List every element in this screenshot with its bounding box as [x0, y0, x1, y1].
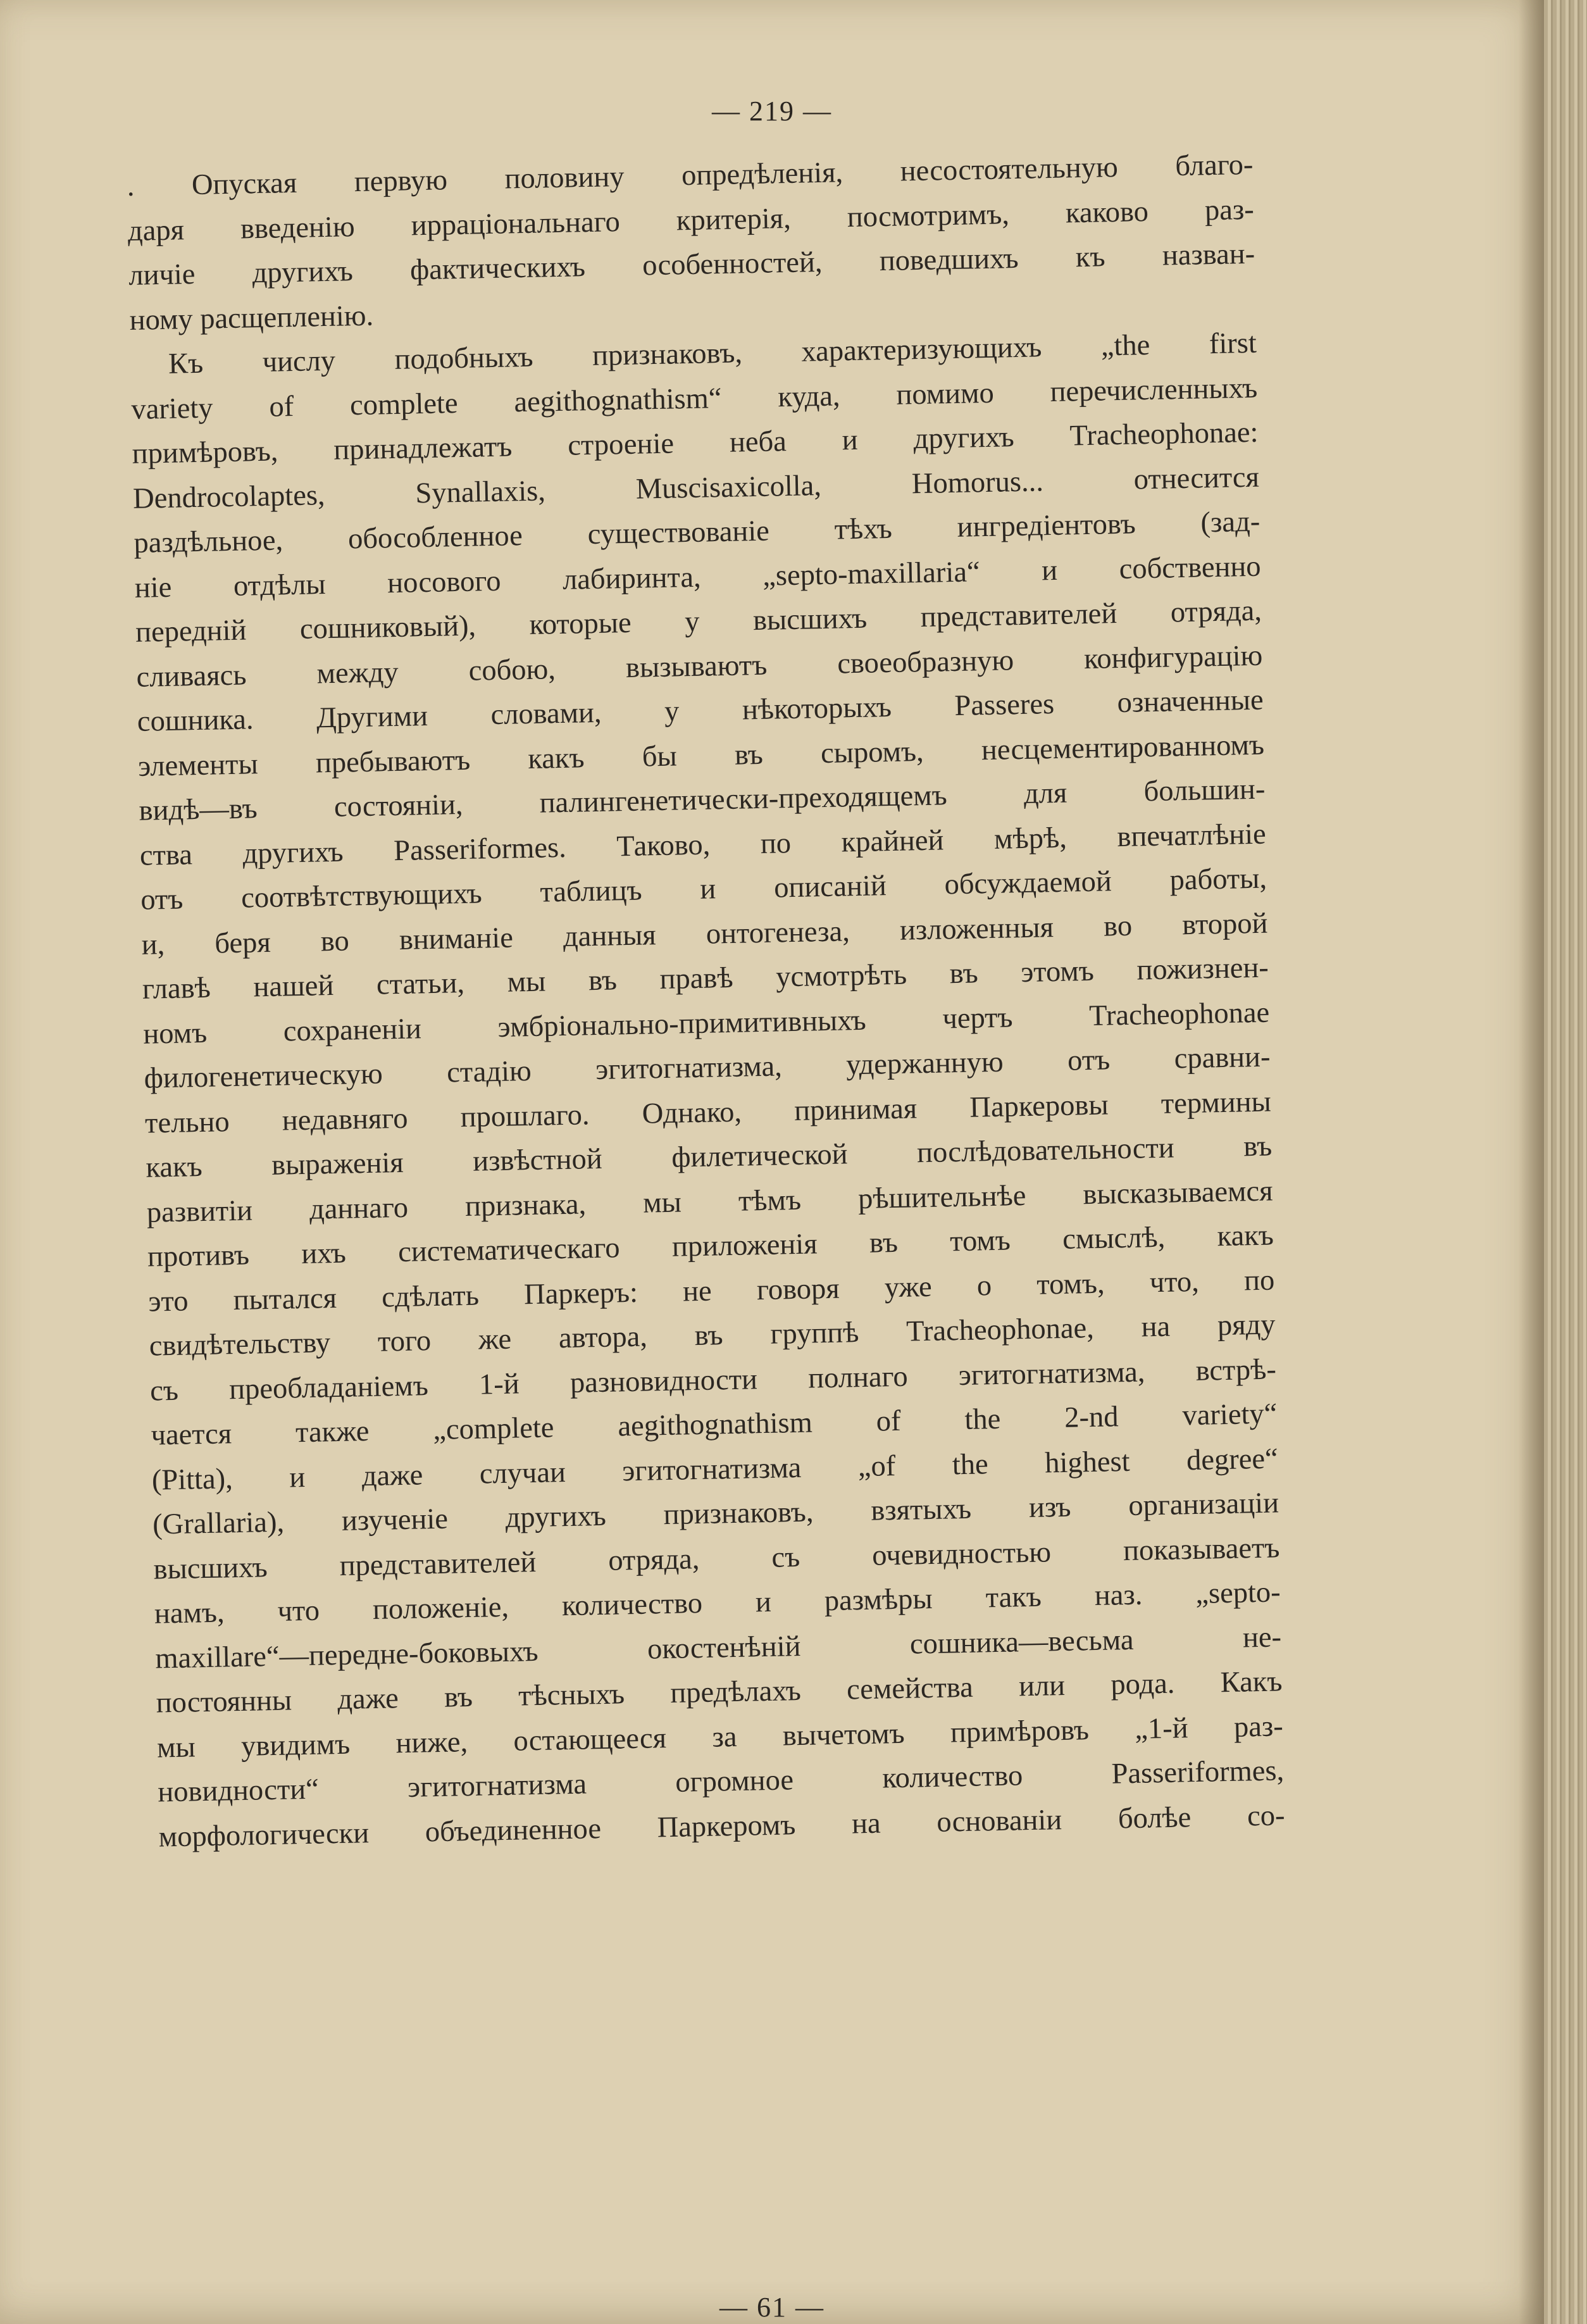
- text-line: сливаясь между собою, вызываютъ своеобразную конфигурацію: [136, 639, 1263, 694]
- text-line: Dendrocolaptes, Synallaxis, Muscisaxicolla, Homorus... отнесится: [132, 461, 1260, 515]
- text-line: намъ, что положеніе, количество и размѣры такъ наз. „septo-: [154, 1576, 1281, 1630]
- text-line: передній сошниковый), которые у высшихъ представителей отряда,: [135, 594, 1262, 649]
- text-line: свидѣтельству того же автора, въ группѣ Tracheophonae, на ряду: [149, 1308, 1276, 1363]
- text-line: развитіи даннаго признака, мы тѣмъ рѣшительнѣе высказываемся: [146, 1175, 1273, 1229]
- text-line: высшихъ представителей отряда, съ очевидностью показываетъ: [153, 1531, 1280, 1586]
- text-line: элементы пребываютъ какъ бы въ сыромъ, несцементированномъ: [137, 728, 1265, 783]
- text-line: примѣровъ, принадлежатъ строеніе неба и другихъ Tracheophonae:: [132, 416, 1259, 470]
- text-line: . Опуская первую половину опредѣленія, несостоятельную благо-: [127, 148, 1254, 203]
- text-line: даря введенію ирраціональнаго критерія, посмотримъ, каково раз-: [127, 193, 1255, 247]
- text-line: тельно недавняго прошлаго. Однако, принимая Паркеровы термины: [144, 1085, 1272, 1140]
- body-text: [127, 143, 1285, 1860]
- text-line: сошника. Другими словами, у нѣкоторыхъ Passeres означенные: [137, 684, 1264, 738]
- text-line: чается также „complete aegithognathism of the 2-nd variety“: [151, 1397, 1278, 1452]
- page-header-number: — 219 —: [712, 96, 832, 127]
- text-line: это пытался сдѣлать Паркеръ: не говоря уже о томъ, что, по: [148, 1264, 1275, 1318]
- text-line: личіе другихъ фактическихъ особенностей, поведшихъ къ назван-: [128, 237, 1255, 292]
- text-line: главѣ нашей статьи, мы въ правѣ усмотрѣть въ этомъ пожизнен-: [142, 951, 1269, 1006]
- text-line: номъ сохраненіи эмбріонально-примитивныхъ чертъ Tracheophonae: [142, 996, 1270, 1051]
- text-line: отъ соотвѣтствующихъ таблицъ и описаній обсуждаемой работы,: [140, 862, 1267, 916]
- page-edge-shadow: [1519, 0, 1544, 2324]
- text-line: ному расщепленію.: [129, 299, 374, 337]
- text-line: ства другихъ Passeriformes. Таково, по крайней мѣрѣ, впечатлѣніе: [139, 818, 1267, 872]
- text-line: противъ ихъ систематическаго приложенія въ томъ смыслѣ, какъ: [147, 1219, 1274, 1273]
- page-footer-number: — 61 —: [719, 2292, 825, 2323]
- text-line: какъ выраженія извѣстной филетической послѣдовательности въ: [145, 1130, 1273, 1184]
- text-line: ніе отдѣлы носового лабиринта, „septo-maxillaria“ и собственно: [134, 550, 1262, 604]
- text-line: съ преобладаніемъ 1-й разновидности полнаго эгитогнатизма, встрѣ-: [149, 1353, 1277, 1408]
- text-line: морфологически объединенное Паркеромъ на основаніи болѣе со-: [158, 1799, 1285, 1854]
- text-line: и, беря во вниманіе данныя онтогенеза, изложенныя во второй: [141, 907, 1268, 961]
- text-line: (Pitta), и даже случаи эгитогнатизма „of the highest degree“: [151, 1442, 1279, 1497]
- text-line: (Grallaria), изученіе другихъ признаковъ, взятыхъ изъ организаціи: [152, 1487, 1279, 1541]
- text-line: новидности“ эгитогнатизма огромное количество Passeriformes,: [157, 1754, 1285, 1809]
- text-line: мы увидимъ ниже, остающееся за вычетомъ примѣровъ „1-й раз-: [156, 1709, 1284, 1765]
- text-line: филогенетическую стадію эгитогнатизма, удержанную отъ сравни-: [144, 1040, 1271, 1095]
- text-line: раздѣльное, обособленное существованіе тѣхъ ингредіентовъ (зад-: [134, 505, 1260, 559]
- stacked-page-edges: [1544, 0, 1587, 2324]
- text-line: Къ числу подобныхъ признаковъ, характеризующихъ „the first: [168, 327, 1257, 380]
- text-line: постоянны даже въ тѣсныхъ предѣлахъ семейства или рода. Какъ: [156, 1665, 1283, 1720]
- text-line: maxillare“—передне-боковыхъ окостенѣній сошника—весьма не-: [154, 1620, 1282, 1675]
- text-line: variety of complete aegithognathism“ куда, помимо перечисленныхъ: [130, 372, 1258, 426]
- text-line: видѣ—въ состояніи, палингенетически-преходящемъ для большин-: [139, 773, 1266, 827]
